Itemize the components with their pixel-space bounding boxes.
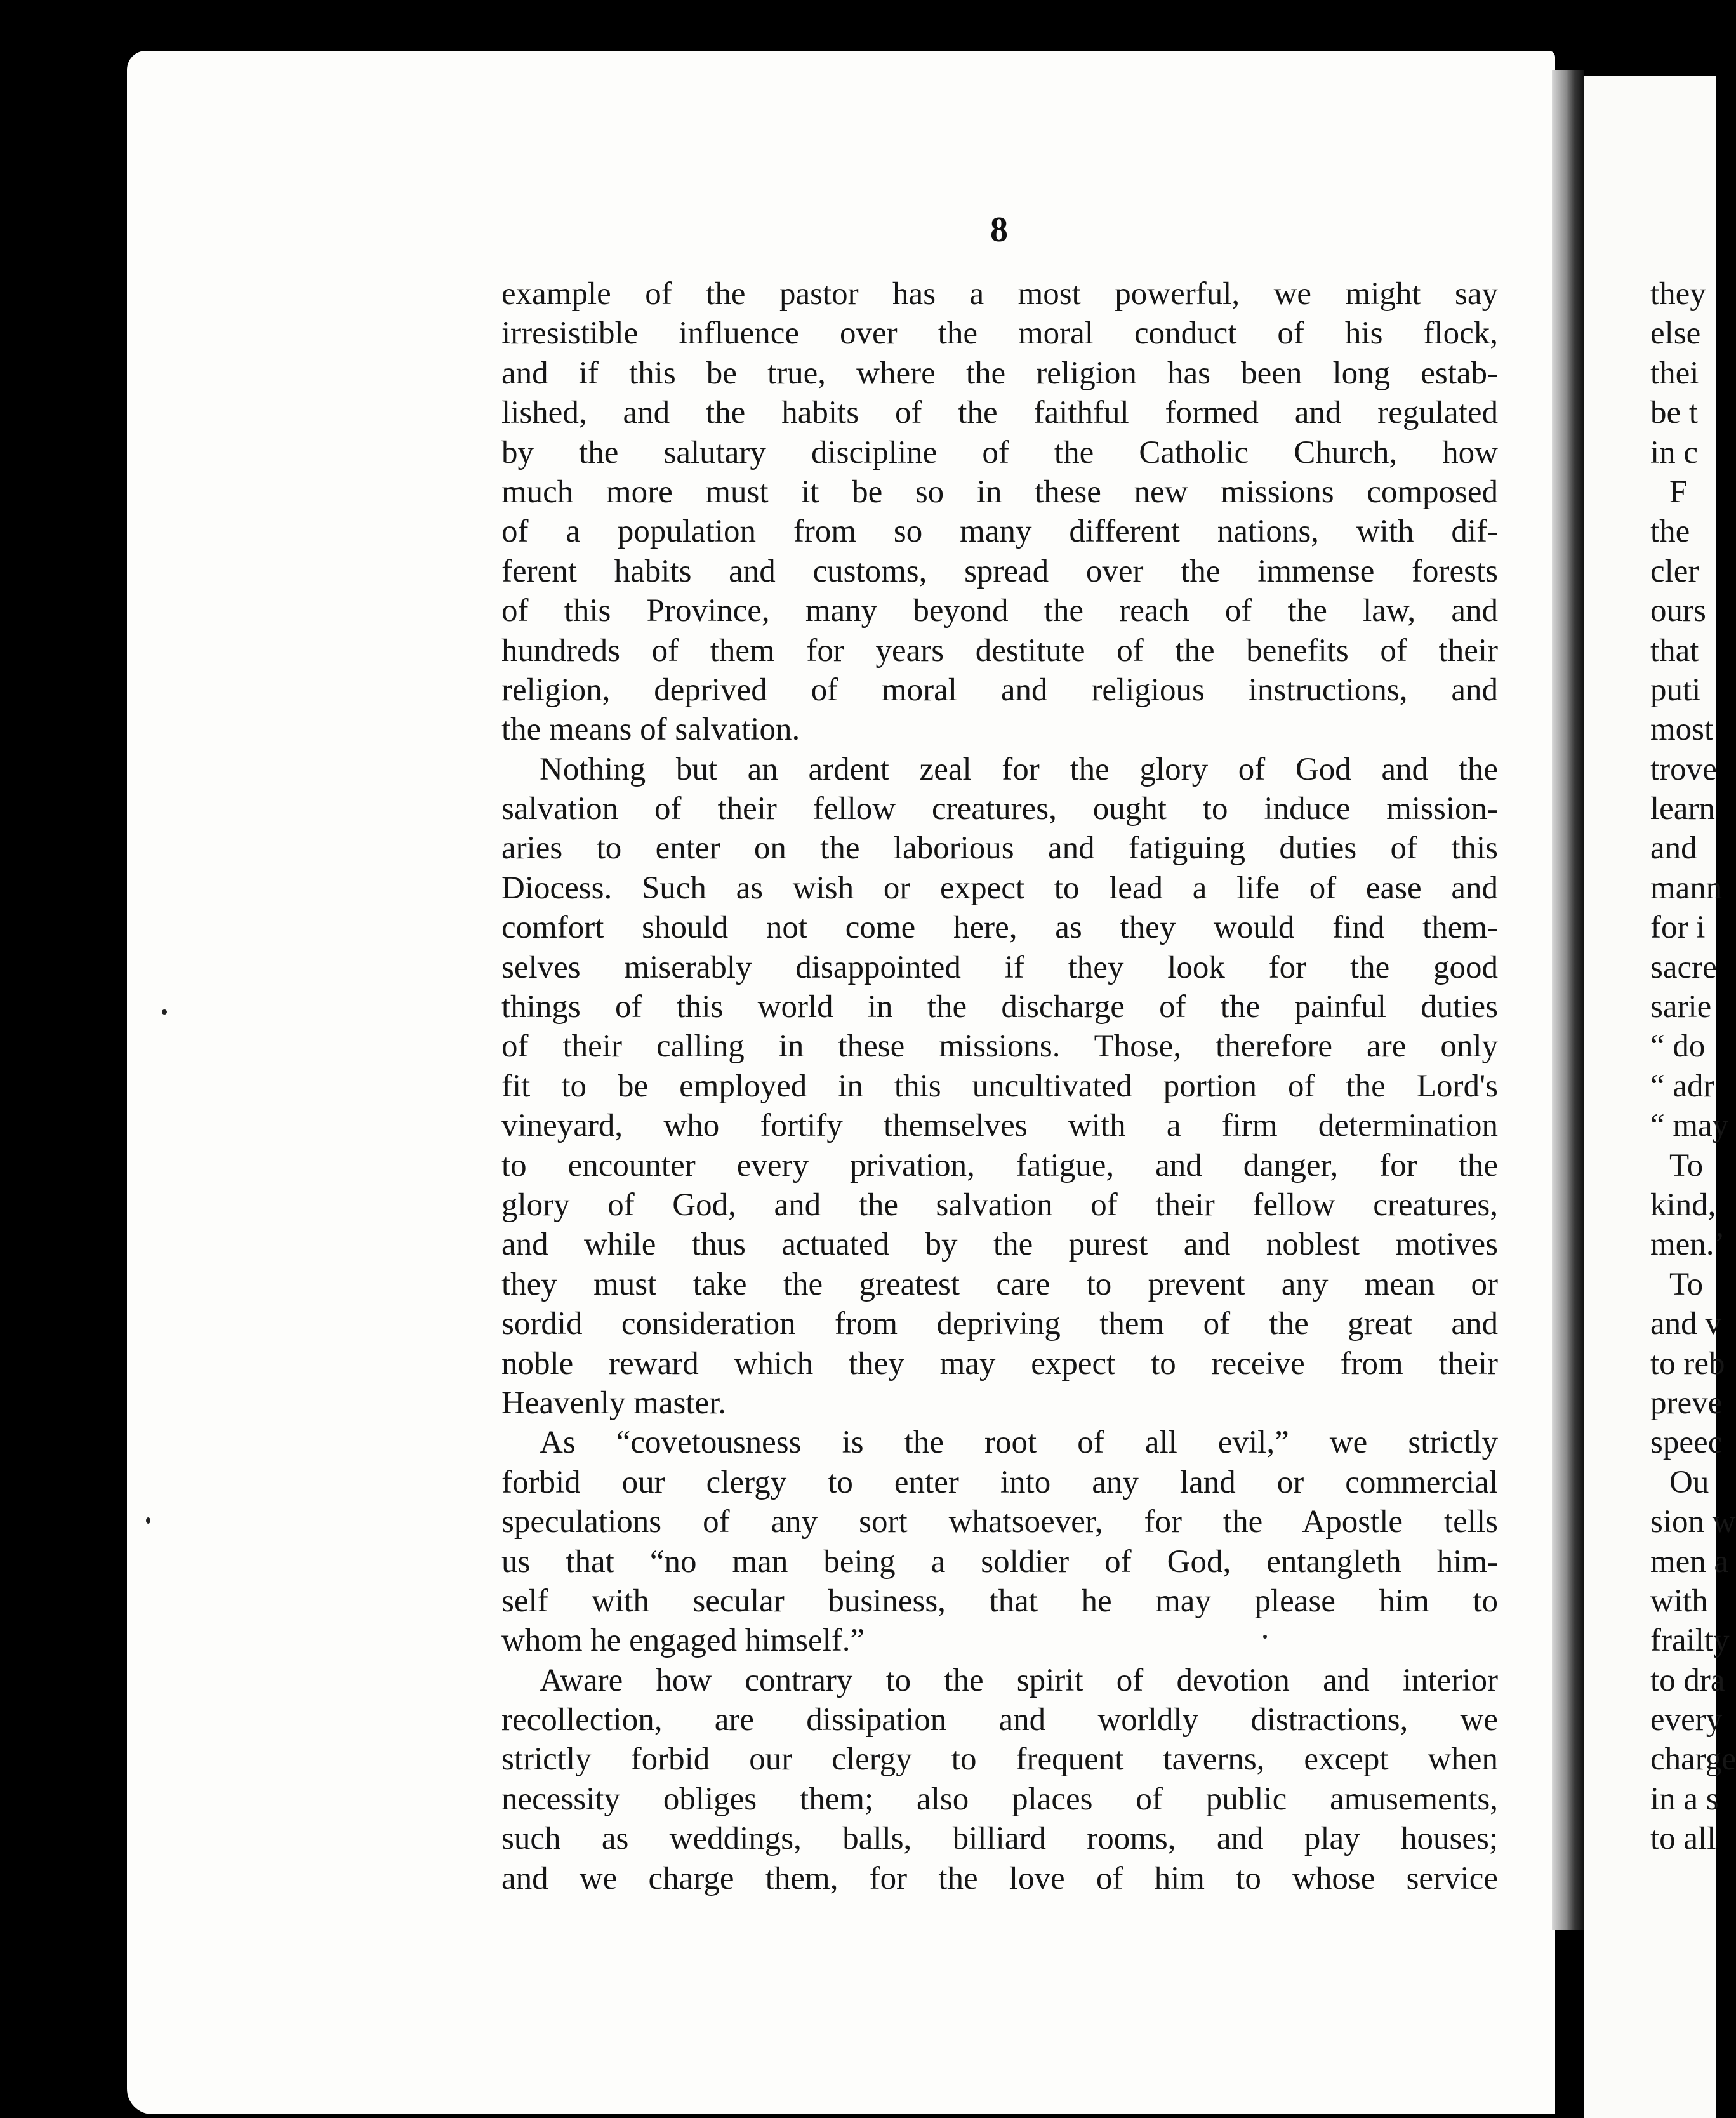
text-fragment: men.’ <box>1650 1227 1725 1263</box>
text-fragment: To <box>1669 1147 1704 1183</box>
text-fragment: to dra <box>1650 1662 1725 1698</box>
page-number: 8 <box>990 210 1008 250</box>
text-line: fit to be employed in this uncultivated portion of the Lord's <box>501 1068 1498 1104</box>
text-line: they must take the greatest care to prevent any mean or <box>501 1266 1498 1302</box>
text-fragment: sion w <box>1650 1504 1736 1540</box>
text-line: and we charge them, for the love of him to whose service <box>501 1860 1498 1896</box>
text-fragment: that <box>1650 632 1699 669</box>
text-line: Nothing but an ardent zeal for the glory of God and the <box>540 751 1498 787</box>
ink-speck <box>146 1517 150 1524</box>
text-line: and while thus actuated by the purest and noblest motives <box>501 1227 1498 1263</box>
text-line: whom he engaged himself.” <box>501 1623 865 1659</box>
right-page-cut-text <box>1650 274 1736 1859</box>
text-fragment: speec <box>1650 1425 1723 1461</box>
text-line: noble reward which they may expect to receive from their <box>501 1345 1498 1382</box>
text-line: example of the pastor has a most powerful, we might say <box>501 276 1498 312</box>
text-fragment: thei <box>1650 355 1699 391</box>
text-line: much more must it be so in these new missions composed <box>501 474 1498 510</box>
text-line: Aware how contrary to the spirit of devotion and interior <box>540 1662 1498 1698</box>
text-fragment: with <box>1650 1583 1708 1619</box>
text-line: self with secular business, that he may please him to <box>501 1583 1498 1619</box>
text-fragment: most <box>1650 712 1714 748</box>
text-fragment: Ou <box>1669 1464 1709 1500</box>
text-fragment: F <box>1669 474 1688 510</box>
text-line: and if this be true, where the religion has been long estab- <box>501 355 1498 391</box>
text-fragment: To <box>1669 1266 1704 1302</box>
text-line: selves miserably disappointed if they look for the good <box>501 949 1498 985</box>
text-line: such as weddings, balls, billiard rooms, and play houses; <box>501 1821 1498 1857</box>
text-fragment: in a s <box>1650 1781 1719 1817</box>
text-line: of this Province, many beyond the reach of the law, and <box>501 593 1498 629</box>
text-line: aries to enter on the laborious and fatiguing duties of this <box>501 830 1498 867</box>
text-fragment: preve <box>1650 1385 1723 1421</box>
text-line: salvation of their fellow creatures, ought to induce mission- <box>501 791 1498 827</box>
text-line: lished, and the habits of the faithful formed and regulated <box>501 395 1498 431</box>
text-fragment: ours <box>1650 593 1706 629</box>
text-line: sordid consideration from depriving them of the great and <box>501 1306 1498 1342</box>
text-line: Diocess. Such as wish or expect to lead a life of ease and <box>501 870 1498 906</box>
text-fragment: they <box>1650 276 1706 312</box>
text-fragment: mann <box>1650 870 1723 906</box>
text-fragment: to all <box>1650 1821 1716 1857</box>
text-fragment: cler <box>1650 553 1699 589</box>
text-fragment: charge <box>1650 1742 1736 1778</box>
text-line: Heavenly master. <box>501 1385 727 1421</box>
text-line: of their calling in these missions. Those, therefore are only <box>501 1029 1498 1065</box>
text-line: hundreds of them for years destitute of the benefits of their <box>501 632 1498 669</box>
text-fragment: and <box>1650 830 1697 867</box>
text-line: strictly forbid our clergy to frequent taverns, except when <box>501 1742 1498 1778</box>
text-fragment: and v <box>1650 1306 1721 1342</box>
text-fragment: for i <box>1650 910 1706 946</box>
text-line: As “covetousness is the root of all evil,” we strictly <box>540 1425 1498 1461</box>
text-line: religion, deprived of moral and religious instructions, and <box>501 672 1498 708</box>
text-fragment: men a <box>1650 1543 1729 1580</box>
text-line: comfort should not come here, as they would find them- <box>501 910 1498 946</box>
text-fragment: sacre <box>1650 949 1717 985</box>
text-fragment: “ may <box>1650 1108 1729 1144</box>
text-fragment: else <box>1650 316 1701 352</box>
text-fragment: to reb <box>1650 1345 1725 1382</box>
text-line: things of this world in the discharge of the painful duties <box>501 989 1498 1025</box>
text-line: forbid our clergy to enter into any land or commercial <box>501 1464 1498 1500</box>
text-fragment: puti <box>1650 672 1701 708</box>
text-fragment: the <box>1650 514 1690 550</box>
text-line: ferent habits and customs, spread over the immense forests <box>501 553 1498 589</box>
text-fragment: be t <box>1650 395 1699 431</box>
text-line: recollection, are dissipation and worldly distractions, we <box>501 1702 1498 1738</box>
text-fragment: learn <box>1650 791 1715 827</box>
text-line: to encounter every privation, fatigue, and danger, for the <box>501 1147 1498 1183</box>
text-line: by the salutary discipline of the Catholic Church, how <box>501 434 1498 470</box>
text-line: the means of salvation. <box>501 712 800 748</box>
text-fragment: sarie <box>1650 989 1712 1025</box>
text-line: us that “no man being a soldier of God, entangleth him- <box>501 1543 1498 1580</box>
text-line: vineyard, who fortify themselves with a firm determination <box>501 1108 1498 1144</box>
text-line: glory of God, and the salvation of their fellow creatures, <box>501 1187 1498 1223</box>
text-fragment: frailty <box>1650 1623 1730 1659</box>
text-fragment: kind, <box>1650 1187 1716 1223</box>
text-line: irresistible influence over the moral conduct of his flock, <box>501 316 1498 352</box>
book-gutter <box>1552 70 1584 1930</box>
text-line: speculations of any sort whatsoever, for the Apostle tells <box>501 1504 1498 1540</box>
text-line: necessity obliges them; also places of public amusements, <box>501 1781 1498 1817</box>
text-fragment: “ do <box>1650 1029 1706 1065</box>
text-fragment: “ adr <box>1650 1068 1714 1104</box>
text-line: of a population from so many different nations, with dif- <box>501 514 1498 550</box>
text-fragment: every <box>1650 1702 1723 1738</box>
text-fragment: in c <box>1650 434 1699 470</box>
left-page-text <box>501 274 1498 1898</box>
ink-speck <box>162 1009 167 1015</box>
text-fragment: trove <box>1650 751 1717 787</box>
